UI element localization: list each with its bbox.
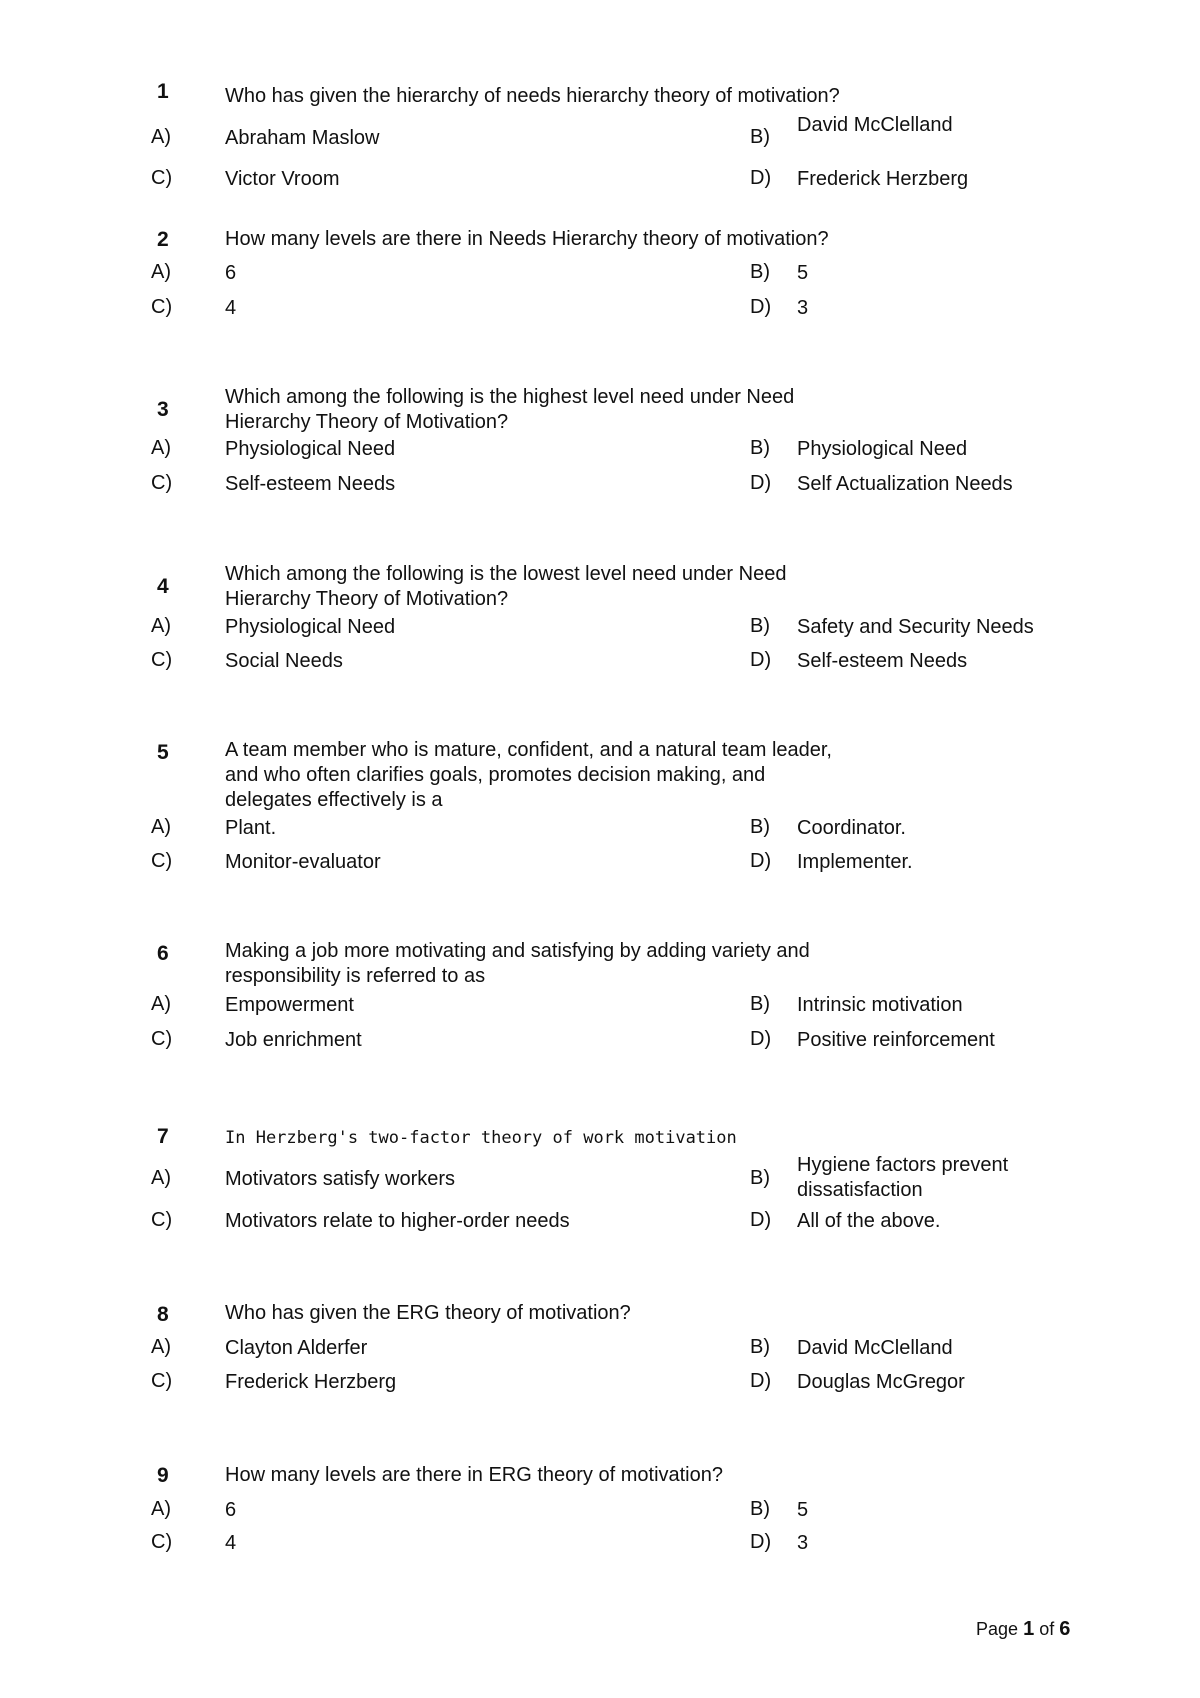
option-label-a: A) [151, 261, 171, 283]
option-d: Positive reinforcement [797, 1029, 995, 1051]
question-number: 2 [157, 228, 169, 251]
option-label-a: A) [151, 993, 171, 1015]
option-label-b: B) [750, 1498, 770, 1520]
question-number: 4 [157, 575, 169, 598]
option-b: Safety and Security Needs [797, 616, 1034, 638]
option-d: Douglas McGregor [797, 1371, 965, 1393]
option-c: Job enrichment [225, 1029, 362, 1051]
option-c: Motivators relate to higher-order needs [225, 1210, 570, 1232]
option-a: Motivators satisfy workers [225, 1168, 456, 1190]
option-a: Abraham Maslow [225, 127, 380, 149]
footer-prefix: Page [976, 1619, 1019, 1639]
option-d: Self Actualization Needs [797, 473, 1013, 495]
option-label-d: D) [750, 649, 772, 671]
option-a: Plant. [225, 817, 277, 839]
option-label-c: C) [151, 1209, 173, 1231]
question-text: Which among the following is the lowest level need under Need Hierarchy Theory of Motivation? [225, 563, 787, 610]
option-label-c: C) [151, 1028, 173, 1050]
option-label-b: B) [750, 615, 770, 637]
option-b: David McClelland [797, 114, 953, 136]
option-label-d: D) [750, 1209, 772, 1231]
option-label-d: D) [750, 850, 772, 872]
option-label-c: C) [151, 850, 173, 872]
footer-of: of [1039, 1619, 1055, 1639]
option-a: Clayton Alderfer [225, 1337, 368, 1359]
option-b: 5 [797, 1499, 809, 1521]
option-a: Empowerment [225, 994, 354, 1016]
question-number: 3 [157, 398, 169, 421]
option-label-b: B) [750, 437, 770, 459]
option-label-a: A) [151, 816, 171, 838]
option-label-b: B) [750, 261, 770, 283]
option-label-a: A) [151, 126, 171, 148]
option-a: Physiological Need [225, 616, 396, 638]
option-label-c: C) [151, 472, 173, 494]
question-text: A team member who is mature, confident, and a natural team leader, and who often clarifies goals, promotes decision making, and delegates effectively is a [225, 739, 832, 811]
option-c: Victor Vroom [225, 168, 340, 190]
option-label-c: C) [151, 1370, 173, 1392]
footer-current-page: 1 [1023, 1618, 1035, 1640]
question-text: Who has given the hierarchy of needs hierarchy theory of motivation? [225, 85, 840, 107]
option-label-b: B) [750, 1336, 770, 1358]
question-text: Which among the following is the highest level need under Need Hierarchy Theory of Motivation? [225, 386, 795, 433]
option-label-d: D) [750, 296, 772, 318]
option-label-a: A) [151, 1167, 171, 1189]
question-text: How many levels are there in ERG theory of motivation? [225, 1464, 723, 1486]
option-b: Hygiene factors prevent dissatisfaction [797, 1154, 1009, 1201]
option-c: Frederick Herzberg [225, 1371, 397, 1393]
option-c: 4 [225, 1532, 237, 1554]
option-label-b: B) [750, 816, 770, 838]
option-label-c: C) [151, 296, 173, 318]
page-footer [976, 1618, 1070, 1641]
question-number: 1 [157, 80, 169, 103]
question-number: 9 [157, 1464, 169, 1487]
option-d: Implementer. [797, 851, 913, 873]
option-label-d: D) [750, 1028, 772, 1050]
option-label-a: A) [151, 1336, 171, 1358]
option-d: 3 [797, 1532, 809, 1554]
option-label-c: C) [151, 649, 173, 671]
option-label-b: B) [750, 1167, 770, 1189]
option-label-a: A) [151, 437, 171, 459]
option-a: 6 [225, 262, 237, 284]
option-c: Monitor-evaluator [225, 851, 381, 873]
question-number: 5 [157, 741, 169, 764]
option-label-c: C) [151, 167, 173, 189]
question-number: 6 [157, 942, 169, 965]
option-label-c: C) [151, 1531, 173, 1553]
option-d: 3 [797, 297, 809, 319]
question-text: Making a job more motivating and satisfying by adding variety and responsibility is referred to as [225, 940, 810, 987]
option-label-d: D) [750, 1370, 772, 1392]
option-label-d: D) [750, 472, 772, 494]
option-b: Coordinator. [797, 817, 906, 839]
footer-total-pages: 6 [1059, 1618, 1071, 1640]
question-text: How many levels are there in Needs Hierarchy theory of motivation? [225, 228, 829, 250]
option-d: Frederick Herzberg [797, 168, 969, 190]
question-number: 7 [157, 1125, 169, 1148]
option-label-d: D) [750, 167, 772, 189]
option-b: Physiological Need [797, 438, 968, 460]
option-label-b: B) [750, 993, 770, 1015]
option-a: 6 [225, 1499, 237, 1521]
option-a: Physiological Need [225, 438, 396, 460]
option-c: Social Needs [225, 650, 343, 672]
option-b: Intrinsic motivation [797, 994, 963, 1016]
option-label-d: D) [750, 1531, 772, 1553]
option-label-b: B) [750, 126, 770, 148]
question-number: 8 [157, 1303, 169, 1326]
option-label-a: A) [151, 1498, 171, 1520]
option-c: 4 [225, 297, 237, 319]
option-d: All of the above. [797, 1210, 941, 1232]
option-b: David McClelland [797, 1337, 953, 1359]
question-text: In Herzberg's two-factor theory of work motivation [225, 1128, 737, 1148]
option-d: Self-esteem Needs [797, 650, 968, 672]
option-c: Self-esteem Needs [225, 473, 396, 495]
option-b: 5 [797, 262, 809, 284]
question-text: Who has given the ERG theory of motivation? [225, 1302, 631, 1324]
option-label-a: A) [151, 615, 171, 637]
